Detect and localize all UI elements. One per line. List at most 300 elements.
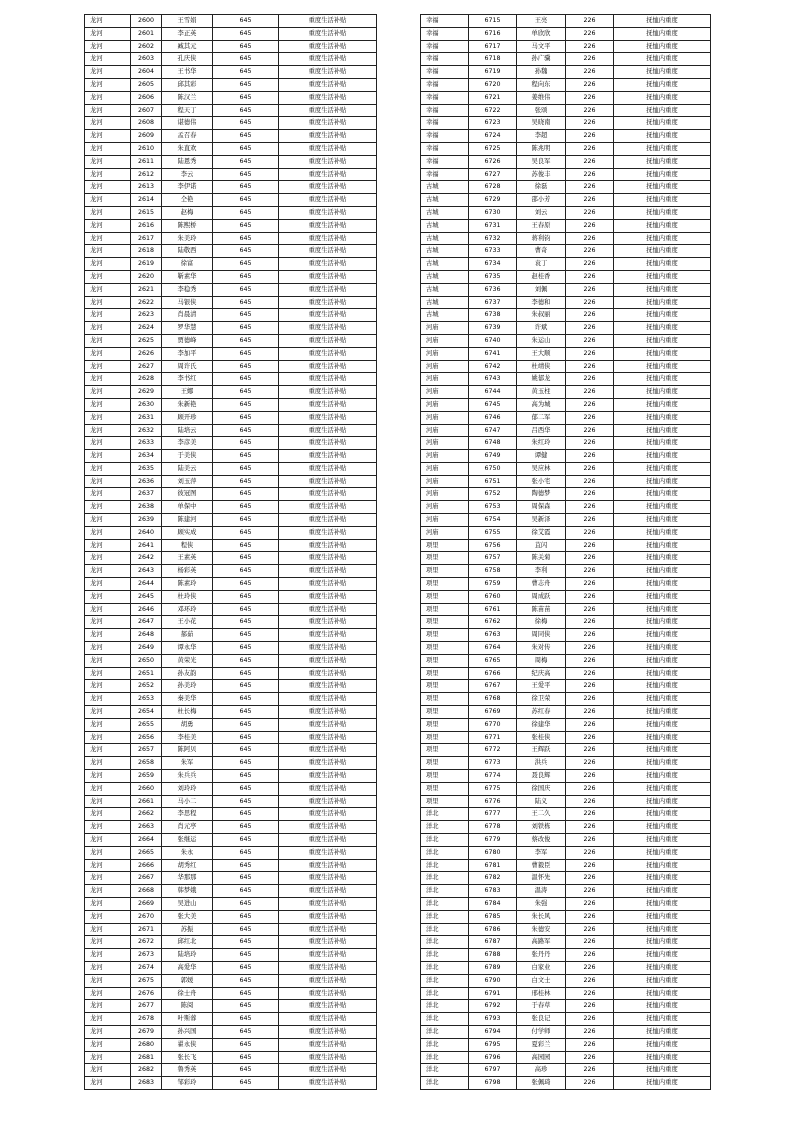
cell-category: 抚恤内重度 [614,552,711,565]
cell-name: 谌德伟 [162,117,213,130]
cell-region: 龙河 [85,142,131,155]
cell-number: 2668 [131,885,162,898]
cell-name: 王亮 [517,15,566,28]
cell-category: 抚恤内重度 [614,731,711,744]
cell-category: 抚恤内重度 [614,386,711,399]
cell-name: 罗华慧 [162,322,213,335]
cell-amount: 645 [213,411,279,424]
cell-category: 重度生活补贴 [279,514,377,527]
cell-amount: 226 [566,770,614,783]
cell-number: 2649 [131,642,162,655]
cell-amount: 645 [213,232,279,245]
cell-amount: 226 [566,270,614,283]
cell-category: 抚恤内重度 [614,910,711,923]
cell-number: 2641 [131,539,162,552]
cell-number: 6767 [469,680,517,693]
cell-number: 2611 [131,155,162,168]
cell-category: 抚恤内重度 [614,974,711,987]
cell-name: 彼冠图 [162,488,213,501]
cell-category: 抚恤内重度 [614,923,711,936]
cell-name: 高爱华 [162,961,213,974]
cell-number: 6761 [469,603,517,616]
cell-region: 龙河 [85,117,131,130]
cell-name: 肖晨清 [162,309,213,322]
cell-number: 2679 [131,1025,162,1038]
cell-name: 朱军 [162,757,213,770]
cell-name: 刘云 [517,206,566,219]
cell-category: 抚恤内重度 [614,462,711,475]
table-row [85,322,377,335]
table-row [85,1077,377,1090]
cell-amount: 226 [566,667,614,680]
table-row [421,1013,711,1026]
cell-category: 重度生活补贴 [279,424,377,437]
cell-region: 龙河 [85,603,131,616]
cell-number: 6786 [469,923,517,936]
table-row [421,642,711,655]
cell-region: 龙河 [85,757,131,770]
cell-amount: 645 [213,206,279,219]
cell-number: 6721 [469,91,517,104]
cell-amount: 645 [213,590,279,603]
cell-name: 王雪娟 [162,15,213,28]
table-row [85,667,377,680]
table-row [85,706,377,719]
cell-region: 龙河 [85,859,131,872]
cell-number: 6757 [469,552,517,565]
cell-region: 项里 [421,603,469,616]
cell-number: 2647 [131,616,162,629]
cell-number: 2674 [131,961,162,974]
cell-number: 6746 [469,411,517,424]
table-row [421,155,711,168]
table-row [85,936,377,949]
cell-region: 龙河 [85,782,131,795]
cell-number: 6733 [469,245,517,258]
table-row [85,1013,377,1026]
cell-category: 抚恤内重度 [614,194,711,207]
cell-amount: 226 [566,1064,614,1077]
cell-name: 陆培云 [162,424,213,437]
cell-number: 6726 [469,155,517,168]
cell-name: 陆恩秀 [162,155,213,168]
cell-amount: 645 [213,565,279,578]
cell-region: 龙河 [85,680,131,693]
cell-category: 重度生活补贴 [279,91,377,104]
cell-number: 2660 [131,782,162,795]
cell-region: 幸福 [421,168,469,181]
cell-name: 陆义 [517,795,566,808]
table-row [85,859,377,872]
cell-category: 重度生活补贴 [279,334,377,347]
cell-region: 龙河 [85,488,131,501]
cell-number: 2673 [131,949,162,962]
cell-number: 6751 [469,475,517,488]
cell-region: 龙河 [85,27,131,40]
cell-region: 项里 [421,539,469,552]
cell-amount: 645 [213,475,279,488]
cell-category: 抚恤内重度 [614,718,711,731]
cell-amount: 645 [213,897,279,910]
table-row [85,1038,377,1051]
cell-name: 朱红玲 [517,437,566,450]
cell-amount: 226 [566,757,614,770]
cell-name: 王二久 [517,808,566,821]
table-row [421,565,711,578]
cell-region: 洋北 [421,846,469,859]
cell-number: 2632 [131,424,162,437]
cell-number: 6763 [469,629,517,642]
cell-number: 6771 [469,731,517,744]
cell-region: 龙河 [85,501,131,514]
cell-number: 6748 [469,437,517,450]
cell-region: 幸福 [421,27,469,40]
cell-region: 龙河 [85,808,131,821]
cell-region: 龙河 [85,424,131,437]
cell-category: 抚恤内重度 [614,757,711,770]
table-row [85,744,377,757]
cell-region: 龙河 [85,91,131,104]
table-row [421,53,711,66]
cell-region: 龙河 [85,1013,131,1026]
cell-name: 苏振 [162,923,213,936]
cell-number: 6737 [469,296,517,309]
cell-name: 靳素华 [162,270,213,283]
table-row [85,104,377,117]
table-row [421,1000,711,1013]
cell-name: 高路军 [517,936,566,949]
cell-category: 重度生活补贴 [279,322,377,335]
cell-category: 抚恤内重度 [614,488,711,501]
table-row [421,117,711,130]
table-row [421,296,711,309]
cell-number: 6776 [469,795,517,808]
table-row [421,834,711,847]
table-row [85,181,377,194]
cell-region: 幸福 [421,142,469,155]
cell-region: 龙河 [85,334,131,347]
cell-region: 龙河 [85,168,131,181]
cell-region: 河庙 [421,322,469,335]
cell-region: 龙河 [85,961,131,974]
cell-number: 6749 [469,450,517,463]
cell-amount: 645 [213,552,279,565]
cell-category: 抚恤内重度 [614,1064,711,1077]
cell-region: 项里 [421,744,469,757]
cell-category: 重度生活补贴 [279,757,377,770]
table-row [85,770,377,783]
cell-name: 张长飞 [162,1051,213,1064]
cell-amount: 645 [213,782,279,795]
cell-amount: 645 [213,117,279,130]
cell-amount: 645 [213,142,279,155]
cell-category: 重度生活补贴 [279,1025,377,1038]
cell-category: 抚恤内重度 [614,309,711,322]
cell-name: 李军 [517,846,566,859]
cell-category: 重度生活补贴 [279,744,377,757]
cell-region: 项里 [421,552,469,565]
table-row [85,245,377,258]
cell-amount: 645 [213,283,279,296]
cell-region: 项里 [421,757,469,770]
table-row [85,526,377,539]
cell-amount: 645 [213,770,279,783]
table-row [85,411,377,424]
cell-amount: 226 [566,782,614,795]
cell-name: 徐富 [162,258,213,271]
cell-name: 吴应林 [517,462,566,475]
cell-category: 抚恤内重度 [614,91,711,104]
cell-amount: 226 [566,322,614,335]
cell-region: 龙河 [85,731,131,744]
cell-region: 古城 [421,194,469,207]
cell-region: 龙河 [85,475,131,488]
cell-region: 项里 [421,693,469,706]
table-row [421,744,711,757]
cell-number: 6736 [469,283,517,296]
cell-category: 重度生活补贴 [279,475,377,488]
cell-category: 重度生活补贴 [279,872,377,885]
cell-amount: 645 [213,667,279,680]
cell-category: 抚恤内重度 [614,514,711,527]
table-row [421,437,711,450]
cell-region: 龙河 [85,770,131,783]
table-row [85,501,377,514]
cell-category: 重度生活补贴 [279,1051,377,1064]
table-row [85,347,377,360]
cell-category: 抚恤内重度 [614,232,711,245]
table-row [421,808,711,821]
cell-number: 2623 [131,309,162,322]
cell-amount: 645 [213,1013,279,1026]
cell-category: 抚恤内重度 [614,667,711,680]
cell-number: 2615 [131,206,162,219]
cell-number: 2655 [131,718,162,731]
table-row [421,168,711,181]
cell-number: 6789 [469,961,517,974]
cell-category: 重度生活补贴 [279,411,377,424]
table-row [421,130,711,143]
cell-category: 重度生活补贴 [279,590,377,603]
cell-number: 6775 [469,782,517,795]
cell-region: 河庙 [421,386,469,399]
cell-name: 蔡改俊 [517,834,566,847]
cell-region: 洋北 [421,974,469,987]
cell-region: 龙河 [85,296,131,309]
table-row [85,718,377,731]
cell-region: 洋北 [421,808,469,821]
cell-number: 6764 [469,642,517,655]
cell-category: 重度生活补贴 [279,206,377,219]
cell-name: 黄荣光 [162,654,213,667]
cell-category: 抚恤内重度 [614,603,711,616]
cell-region: 河庙 [421,450,469,463]
cell-name: 单保中 [162,501,213,514]
cell-category: 抚恤内重度 [614,15,711,28]
cell-amount: 645 [213,194,279,207]
cell-name: 徐士舟 [162,987,213,1000]
cell-amount: 645 [213,1025,279,1038]
table-row [85,1051,377,1064]
cell-number: 2606 [131,91,162,104]
cell-region: 古城 [421,283,469,296]
cell-region: 龙河 [85,706,131,719]
cell-number: 6728 [469,181,517,194]
cell-region: 洋北 [421,1051,469,1064]
cell-number: 6784 [469,897,517,910]
cell-category: 抚恤内重度 [614,411,711,424]
cell-amount: 226 [566,347,614,360]
cell-name: 李伊诺 [162,181,213,194]
cell-number: 6722 [469,104,517,117]
cell-name: 苏红春 [517,706,566,719]
cell-region: 洋北 [421,910,469,923]
cell-category: 抚恤内重度 [614,1038,711,1051]
cell-amount: 226 [566,526,614,539]
table-row [421,795,711,808]
cell-name: 朱叔丽 [517,309,566,322]
cell-amount: 226 [566,296,614,309]
table-row [85,974,377,987]
cell-name: 高园园 [517,1051,566,1064]
cell-name: 郝茹 [162,629,213,642]
cell-amount: 226 [566,974,614,987]
cell-number: 6790 [469,974,517,987]
table-row [421,373,711,386]
cell-amount: 226 [566,53,614,66]
cell-category: 重度生活补贴 [279,219,377,232]
cell-number: 6769 [469,706,517,719]
cell-name: 刘玉萍 [162,475,213,488]
table-row [421,334,711,347]
cell-name: 张良记 [517,1013,566,1026]
cell-name: 孙友韵 [162,667,213,680]
cell-category: 重度生活补贴 [279,142,377,155]
table-row [421,897,711,910]
cell-name: 苏俊丰 [517,168,566,181]
cell-amount: 645 [213,386,279,399]
cell-region: 龙河 [85,897,131,910]
cell-amount: 645 [213,1000,279,1013]
table-row [85,834,377,847]
cell-region: 龙河 [85,910,131,923]
cell-amount: 645 [213,578,279,591]
cell-number: 2663 [131,821,162,834]
cell-name: 刘佩 [517,283,566,296]
cell-amount: 226 [566,66,614,79]
cell-name: 刘铁栋 [517,821,566,834]
cell-category: 抚恤内重度 [614,437,711,450]
cell-number: 2614 [131,194,162,207]
table-row [421,718,711,731]
cell-category: 抚恤内重度 [614,283,711,296]
cell-region: 洋北 [421,987,469,1000]
cell-region: 龙河 [85,219,131,232]
cell-name: 吕西华 [517,424,566,437]
cell-region: 龙河 [85,923,131,936]
cell-region: 龙河 [85,15,131,28]
cell-amount: 645 [213,885,279,898]
cell-amount: 226 [566,693,614,706]
table-row [421,232,711,245]
cell-name: 孙魏 [517,66,566,79]
cell-category: 抚恤内重度 [614,565,711,578]
cell-region: 龙河 [85,1051,131,1064]
cell-amount: 645 [213,642,279,655]
cell-number: 2651 [131,667,162,680]
cell-category: 抚恤内重度 [614,66,711,79]
cell-amount: 226 [566,936,614,949]
cell-amount: 645 [213,360,279,373]
cell-region: 幸福 [421,155,469,168]
cell-region: 龙河 [85,693,131,706]
table-row [421,386,711,399]
table-row [85,1000,377,1013]
cell-region: 龙河 [85,66,131,79]
table-row [421,859,711,872]
table-row [421,206,711,219]
cell-category: 抚恤内重度 [614,629,711,642]
cell-amount: 645 [213,846,279,859]
cell-name: 孙广骥 [517,53,566,66]
cell-category: 抚恤内重度 [614,1077,711,1090]
table-row [85,334,377,347]
cell-amount: 226 [566,731,614,744]
cell-name: 孙兴国 [162,1025,213,1038]
cell-region: 幸福 [421,104,469,117]
cell-amount: 226 [566,78,614,91]
cell-category: 抚恤内重度 [614,258,711,271]
table-row [85,373,377,386]
cell-number: 6778 [469,821,517,834]
table-row [421,424,711,437]
cell-category: 抚恤内重度 [614,424,711,437]
cell-category: 抚恤内重度 [614,859,711,872]
cell-amount: 645 [213,526,279,539]
cell-amount: 645 [213,629,279,642]
cell-category: 重度生活补贴 [279,526,377,539]
left-table-body [85,15,377,1090]
cell-number: 6724 [469,130,517,143]
cell-number: 2638 [131,501,162,514]
cell-number: 2637 [131,488,162,501]
cell-amount: 226 [566,373,614,386]
cell-amount: 645 [213,322,279,335]
cell-category: 重度生活补贴 [279,923,377,936]
cell-region: 古城 [421,219,469,232]
cell-amount: 226 [566,398,614,411]
cell-amount: 226 [566,616,614,629]
cell-name: 谭健 [517,450,566,463]
cell-region: 龙河 [85,539,131,552]
cell-name: 马银侠 [162,296,213,309]
cell-category: 抚恤内重度 [614,53,711,66]
cell-category: 重度生活补贴 [279,974,377,987]
cell-number: 2666 [131,859,162,872]
cell-amount: 226 [566,808,614,821]
cell-category: 抚恤内重度 [614,27,711,40]
cell-region: 洋北 [421,1000,469,1013]
table-row [421,194,711,207]
cell-amount: 645 [213,270,279,283]
table-row [85,130,377,143]
cell-number: 2659 [131,770,162,783]
cell-region: 龙河 [85,834,131,847]
cell-number: 2678 [131,1013,162,1026]
cell-number: 2627 [131,360,162,373]
cell-region: 龙河 [85,795,131,808]
cell-category: 重度生活补贴 [279,309,377,322]
